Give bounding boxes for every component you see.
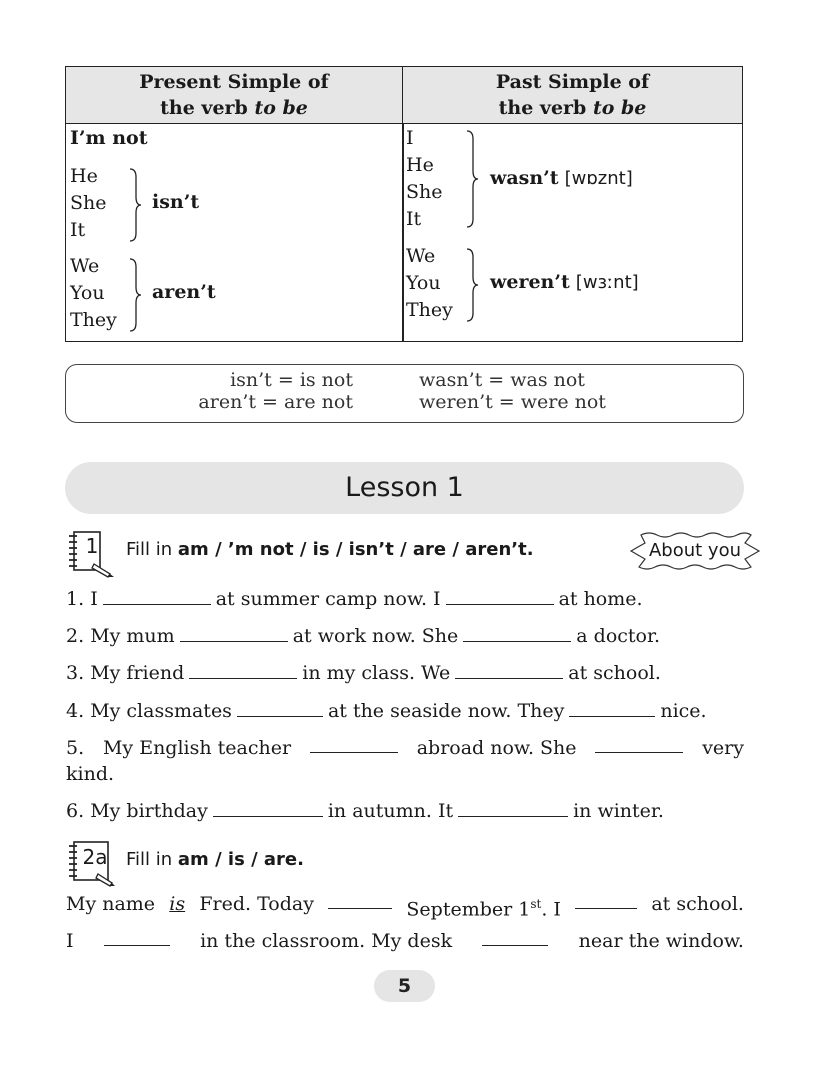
contractions-box <box>65 364 744 423</box>
answer-blank[interactable] <box>463 624 571 642</box>
pronoun: I <box>406 127 414 149</box>
exercise-1-line-3 <box>66 660 744 686</box>
column-divider <box>402 124 404 341</box>
instruction-options: am / is / are. <box>177 849 304 870</box>
exercise-1-line-5-cont: kind. <box>66 763 115 785</box>
pronoun: You <box>70 282 105 304</box>
header-line2 <box>66 95 402 121</box>
contractions-past <box>419 369 606 413</box>
sentence-part: My mum <box>90 625 175 647</box>
answer-blank[interactable] <box>189 661 297 679</box>
answer-blank[interactable] <box>569 699 655 717</box>
about-you-label: About you <box>648 540 741 561</box>
exercise-2a-instruction <box>126 849 304 870</box>
answer-blank[interactable] <box>455 661 563 679</box>
answer-blank[interactable] <box>458 799 568 817</box>
sentence-part: at school. <box>568 662 661 684</box>
pronoun-group-he-she-it <box>70 163 107 244</box>
page-number: 5 <box>374 970 435 1002</box>
sentence-part: My birthday <box>90 800 208 822</box>
sentence-part: a doctor. <box>576 625 661 647</box>
answer-blank[interactable] <box>103 587 211 605</box>
sentence-part: at summer camp now. I <box>215 588 441 610</box>
answer-blank[interactable] <box>328 891 392 909</box>
pronoun-group-we-you-they <box>406 243 453 324</box>
answer-blank[interactable] <box>575 891 637 909</box>
header-line2 <box>403 95 742 121</box>
sentence-part: I <box>90 588 98 610</box>
pronoun: He <box>70 165 98 187</box>
sentence-part: at work now. She <box>292 625 459 647</box>
answer-blank[interactable] <box>237 699 323 717</box>
exercise-1-line-6 <box>66 798 744 824</box>
sentence-part: in my class. We <box>302 662 451 684</box>
sentence-part: . I <box>541 898 561 921</box>
line-number: 1. <box>66 588 85 610</box>
pronoun: She <box>70 192 107 214</box>
sentence-part: at the seaside now. They <box>327 700 565 722</box>
sentence-part: My name <box>66 893 156 915</box>
exercise-1-instruction <box>126 539 534 560</box>
answer-blank[interactable] <box>595 735 683 753</box>
pronoun-group-i-he-she-it <box>406 125 443 233</box>
line-number: 2. <box>66 625 85 647</box>
werent-transcription: [wɜːnt] <box>575 272 639 293</box>
sentence-part: September 1 <box>406 898 531 921</box>
instruction-text: Fill in <box>126 849 178 870</box>
line-number: 5. <box>66 737 85 759</box>
arent-form: aren’t <box>152 281 216 303</box>
pronoun: She <box>406 181 443 203</box>
exercise-number: 2a <box>82 845 108 869</box>
line-number: 6. <box>66 800 85 822</box>
wasnt-word: wasn’t <box>490 167 559 189</box>
sentence-part: My friend <box>90 662 185 684</box>
sentence-part: in winter. <box>573 800 664 822</box>
pronoun: They <box>406 299 453 321</box>
exercise-2a-line-2 <box>66 928 744 954</box>
pronoun: He <box>406 154 434 176</box>
date-text <box>406 891 561 922</box>
right-brace-icon <box>465 247 479 323</box>
header-line2-text: the verb <box>498 97 593 119</box>
exercise-1-line-4 <box>66 698 744 724</box>
sentence-part: at home. <box>558 588 643 610</box>
answer-blank[interactable] <box>310 735 398 753</box>
im-not-form: I’m not <box>70 127 148 149</box>
line-number: 4. <box>66 700 85 722</box>
answer-blank[interactable] <box>180 624 288 642</box>
instruction-text: Fill in <box>126 539 178 560</box>
sentence-part: My classmates <box>90 700 232 722</box>
answer-blank[interactable] <box>482 928 548 946</box>
answer-blank[interactable] <box>213 799 323 817</box>
pronoun: It <box>406 208 422 230</box>
sentence-part: My English teacher <box>102 737 292 759</box>
answer-blank[interactable] <box>446 587 554 605</box>
line-number: 3. <box>66 662 85 684</box>
contractions-present <box>198 369 353 413</box>
right-brace-icon <box>128 167 142 243</box>
pronoun: We <box>70 255 100 277</box>
exercise-1-line-1 <box>66 586 744 612</box>
header-verb: to be <box>254 97 308 119</box>
exercise-1-line-2 <box>66 623 744 649</box>
contraction-rule: weren’t = were not <box>419 391 606 413</box>
sentence-part: nice. <box>660 700 707 722</box>
header-line2-text: the verb <box>160 97 255 119</box>
ordinal-suffix: st <box>530 897 542 911</box>
grammar-table <box>65 66 743 342</box>
exercise-number: 1 <box>85 534 99 558</box>
exercise-2a-line-1 <box>66 891 744 922</box>
right-brace-icon <box>465 129 479 229</box>
present-simple-header <box>66 67 403 124</box>
contraction-rule: aren’t = are not <box>198 391 353 413</box>
werent-form <box>490 269 639 296</box>
sentence-part: very <box>702 737 744 759</box>
example-answer: is <box>169 893 186 915</box>
wasnt-transcription: [wɒznt] <box>564 168 633 189</box>
about-you-badge <box>627 529 763 573</box>
sentence-part: I <box>66 930 74 952</box>
sentence-part: near the window. <box>578 930 744 952</box>
header-line1: Present Simple of <box>139 71 329 93</box>
pronoun: They <box>70 309 117 331</box>
pronoun-group-we-you-they <box>70 253 117 334</box>
contraction-rule: wasn’t = was not <box>419 369 585 391</box>
past-simple-header <box>403 67 742 124</box>
isnt-form: isn’t <box>152 191 200 213</box>
pronoun: You <box>406 272 441 294</box>
sentence-part: in autumn. It <box>327 800 454 822</box>
wasnt-form <box>490 165 633 192</box>
sentence-part: Fred. Today <box>199 893 314 915</box>
exercise-1-line-5 <box>66 735 744 761</box>
sentence-part: at school. <box>651 893 744 915</box>
sentence-part: abroad now. She <box>416 737 577 759</box>
lesson-title: Lesson 1 <box>65 462 744 514</box>
right-brace-icon <box>128 257 142 333</box>
instruction-options: am / ’m not / is / isn’t / are / aren’t. <box>177 539 534 560</box>
header-line1: Past Simple of <box>495 71 650 93</box>
header-verb: to be <box>592 97 647 119</box>
werent-word: weren’t <box>490 271 570 293</box>
pronoun: We <box>406 245 436 267</box>
answer-blank[interactable] <box>104 928 170 946</box>
pronoun: It <box>70 219 86 241</box>
contraction-rule: isn’t = is not <box>230 369 353 391</box>
sentence-part: in the classroom. My desk <box>200 930 453 952</box>
